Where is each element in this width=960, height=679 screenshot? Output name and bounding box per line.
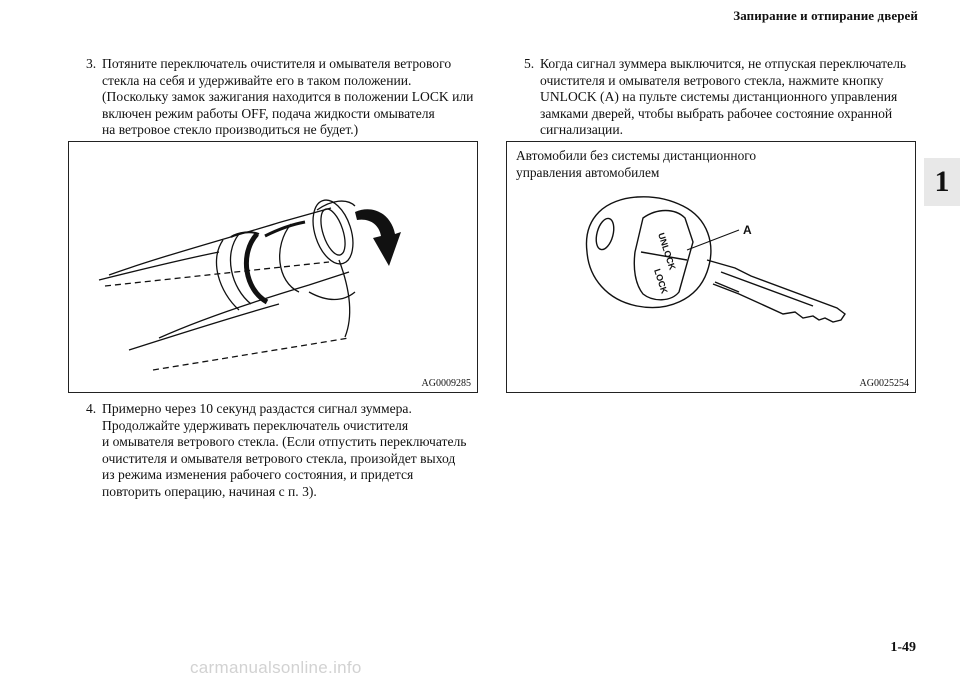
- step-4: [86, 401, 467, 501]
- step-text-line: очистителя и омывателя ветрового стекла, произойдет выход: [102, 450, 456, 466]
- figure-remote-key: [506, 141, 916, 393]
- step-text-line: стекла на себя и удерживайте его в таком положении.: [102, 72, 412, 88]
- remote-key-illustration: [507, 142, 915, 392]
- step-number: 4.: [86, 401, 97, 416]
- figure-wiper-lever: [68, 141, 478, 393]
- page-number: 1-49: [890, 640, 916, 655]
- step-3: [86, 56, 473, 139]
- step-text-line: из режима изменения рабочего состояния, и придется: [102, 467, 414, 483]
- page-header: Запирание и отпирание дверей: [733, 8, 918, 23]
- step-text-line: повторить операцию, начиная с п. 3).: [102, 483, 317, 499]
- step-text-line: очистителя и омывателя ветрового стекла, нажмите кнопку: [540, 72, 884, 88]
- step-text-line: и омывателя ветрового стекла. (Если отпустить переключатель: [102, 434, 467, 450]
- unlock-button-label: UNLOCK: [656, 231, 678, 272]
- step-text-line: UNLOCK (A) на пульте системы дистанционного управления: [540, 89, 898, 105]
- step-number: 3.: [86, 56, 97, 71]
- step-number: 5.: [524, 56, 535, 71]
- step-text-line: включен режим работы OFF, подача жидкости омывателя: [102, 105, 435, 121]
- caption-line: управления автомобилем: [516, 164, 660, 180]
- wiper-lever-illustration: [69, 142, 477, 392]
- step-text-line: сигнализации.: [540, 122, 623, 138]
- step-text-line: на ветровое стекло производиться не будет.): [102, 122, 359, 138]
- figure-code: AG0009285: [421, 378, 471, 389]
- step-text-line: Потяните переключатель очистителя и омывателя ветрового: [102, 56, 452, 71]
- step-5: [524, 56, 906, 139]
- chapter-tab: 1: [924, 158, 960, 206]
- figure-code: AG0025254: [859, 378, 909, 389]
- step-text-line: Продолжайте удерживать переключатель очистителя: [102, 417, 409, 433]
- lock-button-label: LOCK: [652, 267, 670, 295]
- step-text-line: (Поскольку замок зажигания находится в положении LOCK или: [102, 89, 474, 105]
- callout-label: A: [743, 223, 752, 237]
- step-text-line: замками дверей, чтобы выбрать рабочее состояние охранной: [540, 105, 893, 121]
- step-text-line: Когда сигнал зуммера выключится, не отпуская переключатель: [540, 56, 907, 71]
- caption-line: Автомобили без системы дистанционного: [516, 148, 757, 163]
- watermark: carmanualsonline.info: [190, 658, 362, 677]
- step-text-line: Примерно через 10 секунд раздастся сигнал зуммера.: [102, 401, 412, 416]
